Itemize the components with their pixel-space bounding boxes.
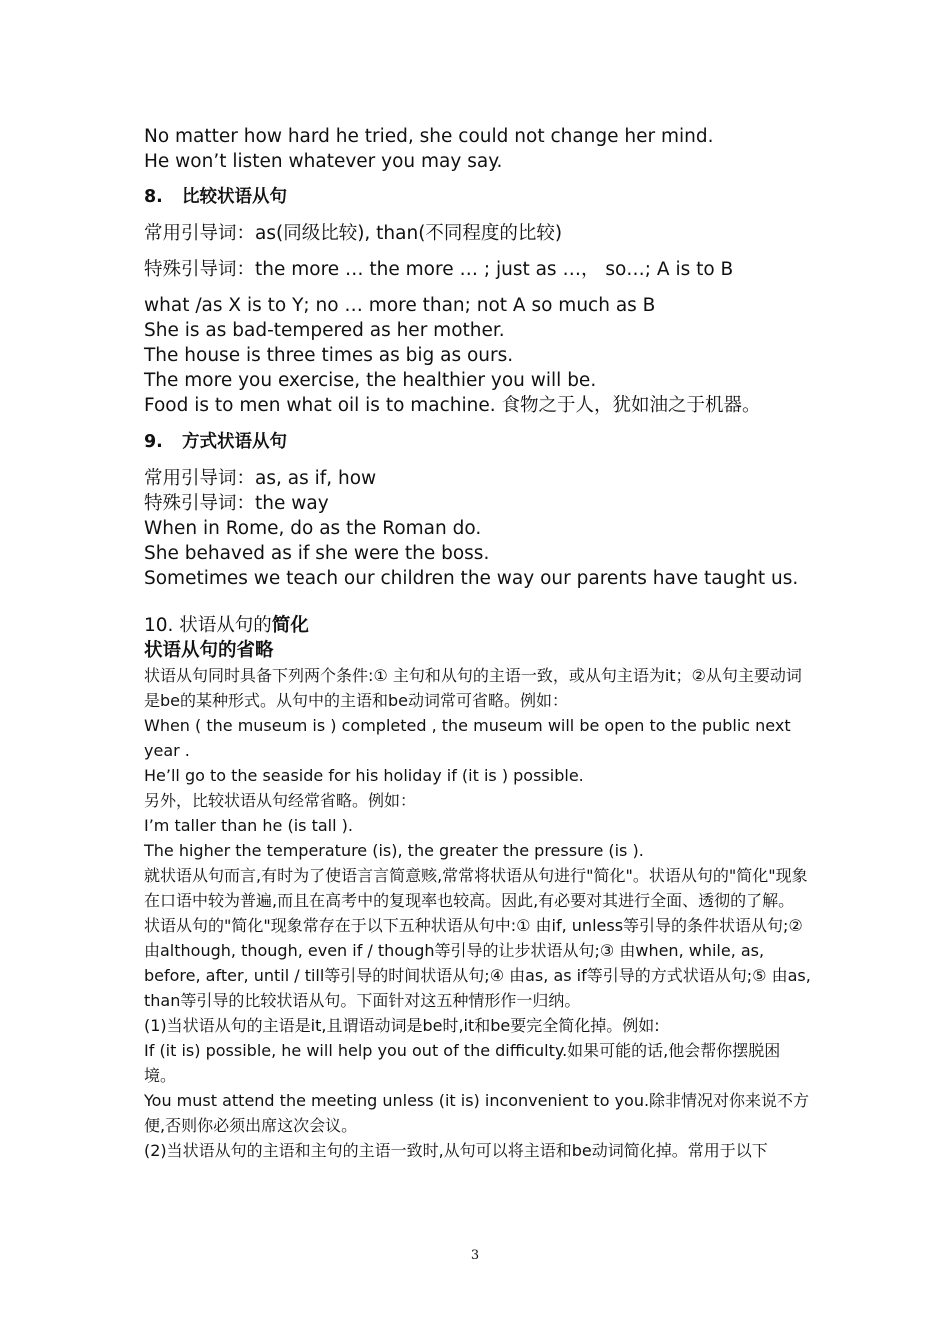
page-number: 3 bbox=[470, 1248, 480, 1263]
section-number: 8. bbox=[144, 187, 163, 207]
page-content bbox=[144, 124, 812, 1163]
text-line: He won’t listen whatever you may say. bbox=[144, 151, 503, 172]
rule-item: (1)当状语从句的主语是it,且谓语动词是be时,it和be要完全简化掉。例如: bbox=[144, 1016, 660, 1035]
example-sentence: I’m taller than he (is tall ). bbox=[144, 816, 353, 835]
section-10-heading bbox=[144, 613, 812, 638]
special-conjunctions: 特殊引导词：the way bbox=[144, 493, 329, 514]
example-sentence: Food is to men what oil is to machine. 食物之于人，犹如油之于机器。 bbox=[144, 395, 761, 416]
example-sentence: If (it is) possible, he will help you out of the difficulty.如果可能的话,他会帮你摆脱困境。 bbox=[144, 1041, 781, 1085]
paragraph: 状语从句的"简化"现象常存在于以下五种状语从句中:① 由if, unless等引导的条件状语从句;② 由although, though, even if / though等引导的让步状语从句;③ 由when, while, as, before, after, until / till等引导的时间状语从句;④ 由as, as if等引导的方式状语从句;⑤ 由as, than等引导的比较状语从句。下面针对这五种情形作一归纳。 bbox=[144, 916, 811, 1010]
paragraph: 状语从句同时具备下列两个条件:① 主句和从句的主语一致，或从句主语为it；②从句主要动词是be的某种形式。从句中的主语和be动词常可省略。例如： bbox=[144, 666, 802, 710]
section-8-heading bbox=[144, 185, 812, 210]
example-sentence: The higher the temperature (is), the greater the pressure (is ). bbox=[144, 841, 644, 860]
example-sentence: When in Rome, do as the Roman do. bbox=[144, 518, 482, 539]
section-title: 比较状语从句 bbox=[182, 187, 287, 207]
paragraph: 就状语从句而言,有时为了使语言言简意赅,常常将状语从句进行"简化"。状语从句的"简化"现象在口语中较为普遍,而且在高考中的复现率也较高。因此,有必要对其进行全面、透彻的了解。 bbox=[144, 866, 808, 910]
section-number: 9. bbox=[144, 432, 163, 452]
example-sentence: She is as bad-tempered as her mother. bbox=[144, 320, 505, 341]
paragraph: 另外，比较状语从句经常省略。例如： bbox=[144, 791, 417, 810]
common-conjunctions: 常用引导词：as, as if, how bbox=[144, 468, 377, 489]
text-line: No matter how hard he tried, she could not change her mind. bbox=[144, 126, 714, 147]
common-conjunctions: 常用引导词：as(同级比较), than(不同程度的比较) bbox=[144, 223, 563, 244]
section-title: 方式状语从句 bbox=[182, 432, 287, 452]
rule-item: (2)当状语从句的主语和主句的主语一致时,从句可以将主语和be动词简化掉。常用于以下 bbox=[144, 1141, 768, 1160]
section-10-subheading: 状语从句的省略 bbox=[144, 640, 274, 661]
example-sentence: The more you exercise, the healthier you will be. bbox=[144, 370, 597, 391]
section-9-heading bbox=[144, 430, 812, 455]
example-sentence: The house is three times as big as ours. bbox=[144, 345, 514, 366]
section-10-prefix: 10. 状语从句的 bbox=[144, 615, 272, 636]
text-line: what /as X is to Y; no … more than; not A so much as B bbox=[144, 295, 656, 316]
example-sentence: She behaved as if she were the boss. bbox=[144, 543, 490, 564]
section-10-bold: 简化 bbox=[271, 615, 309, 636]
example-sentence: Sometimes we teach our children the way our parents have taught us. bbox=[144, 568, 799, 589]
example-sentence: You must attend the meeting unless (it is) inconvenient to you.除非情况对你来说不方便,否则你必须出席这次会议。 bbox=[144, 1091, 810, 1135]
special-conjunctions: 特殊引导词：the more … the more … ; just as …， so…; A is to B bbox=[144, 259, 734, 280]
example-sentence: When ( the museum is ) completed , the museum will be open to the public next year . bbox=[144, 716, 791, 760]
example-sentence: He’ll go to the seaside for his holiday if (it is ) possible. bbox=[144, 766, 584, 785]
